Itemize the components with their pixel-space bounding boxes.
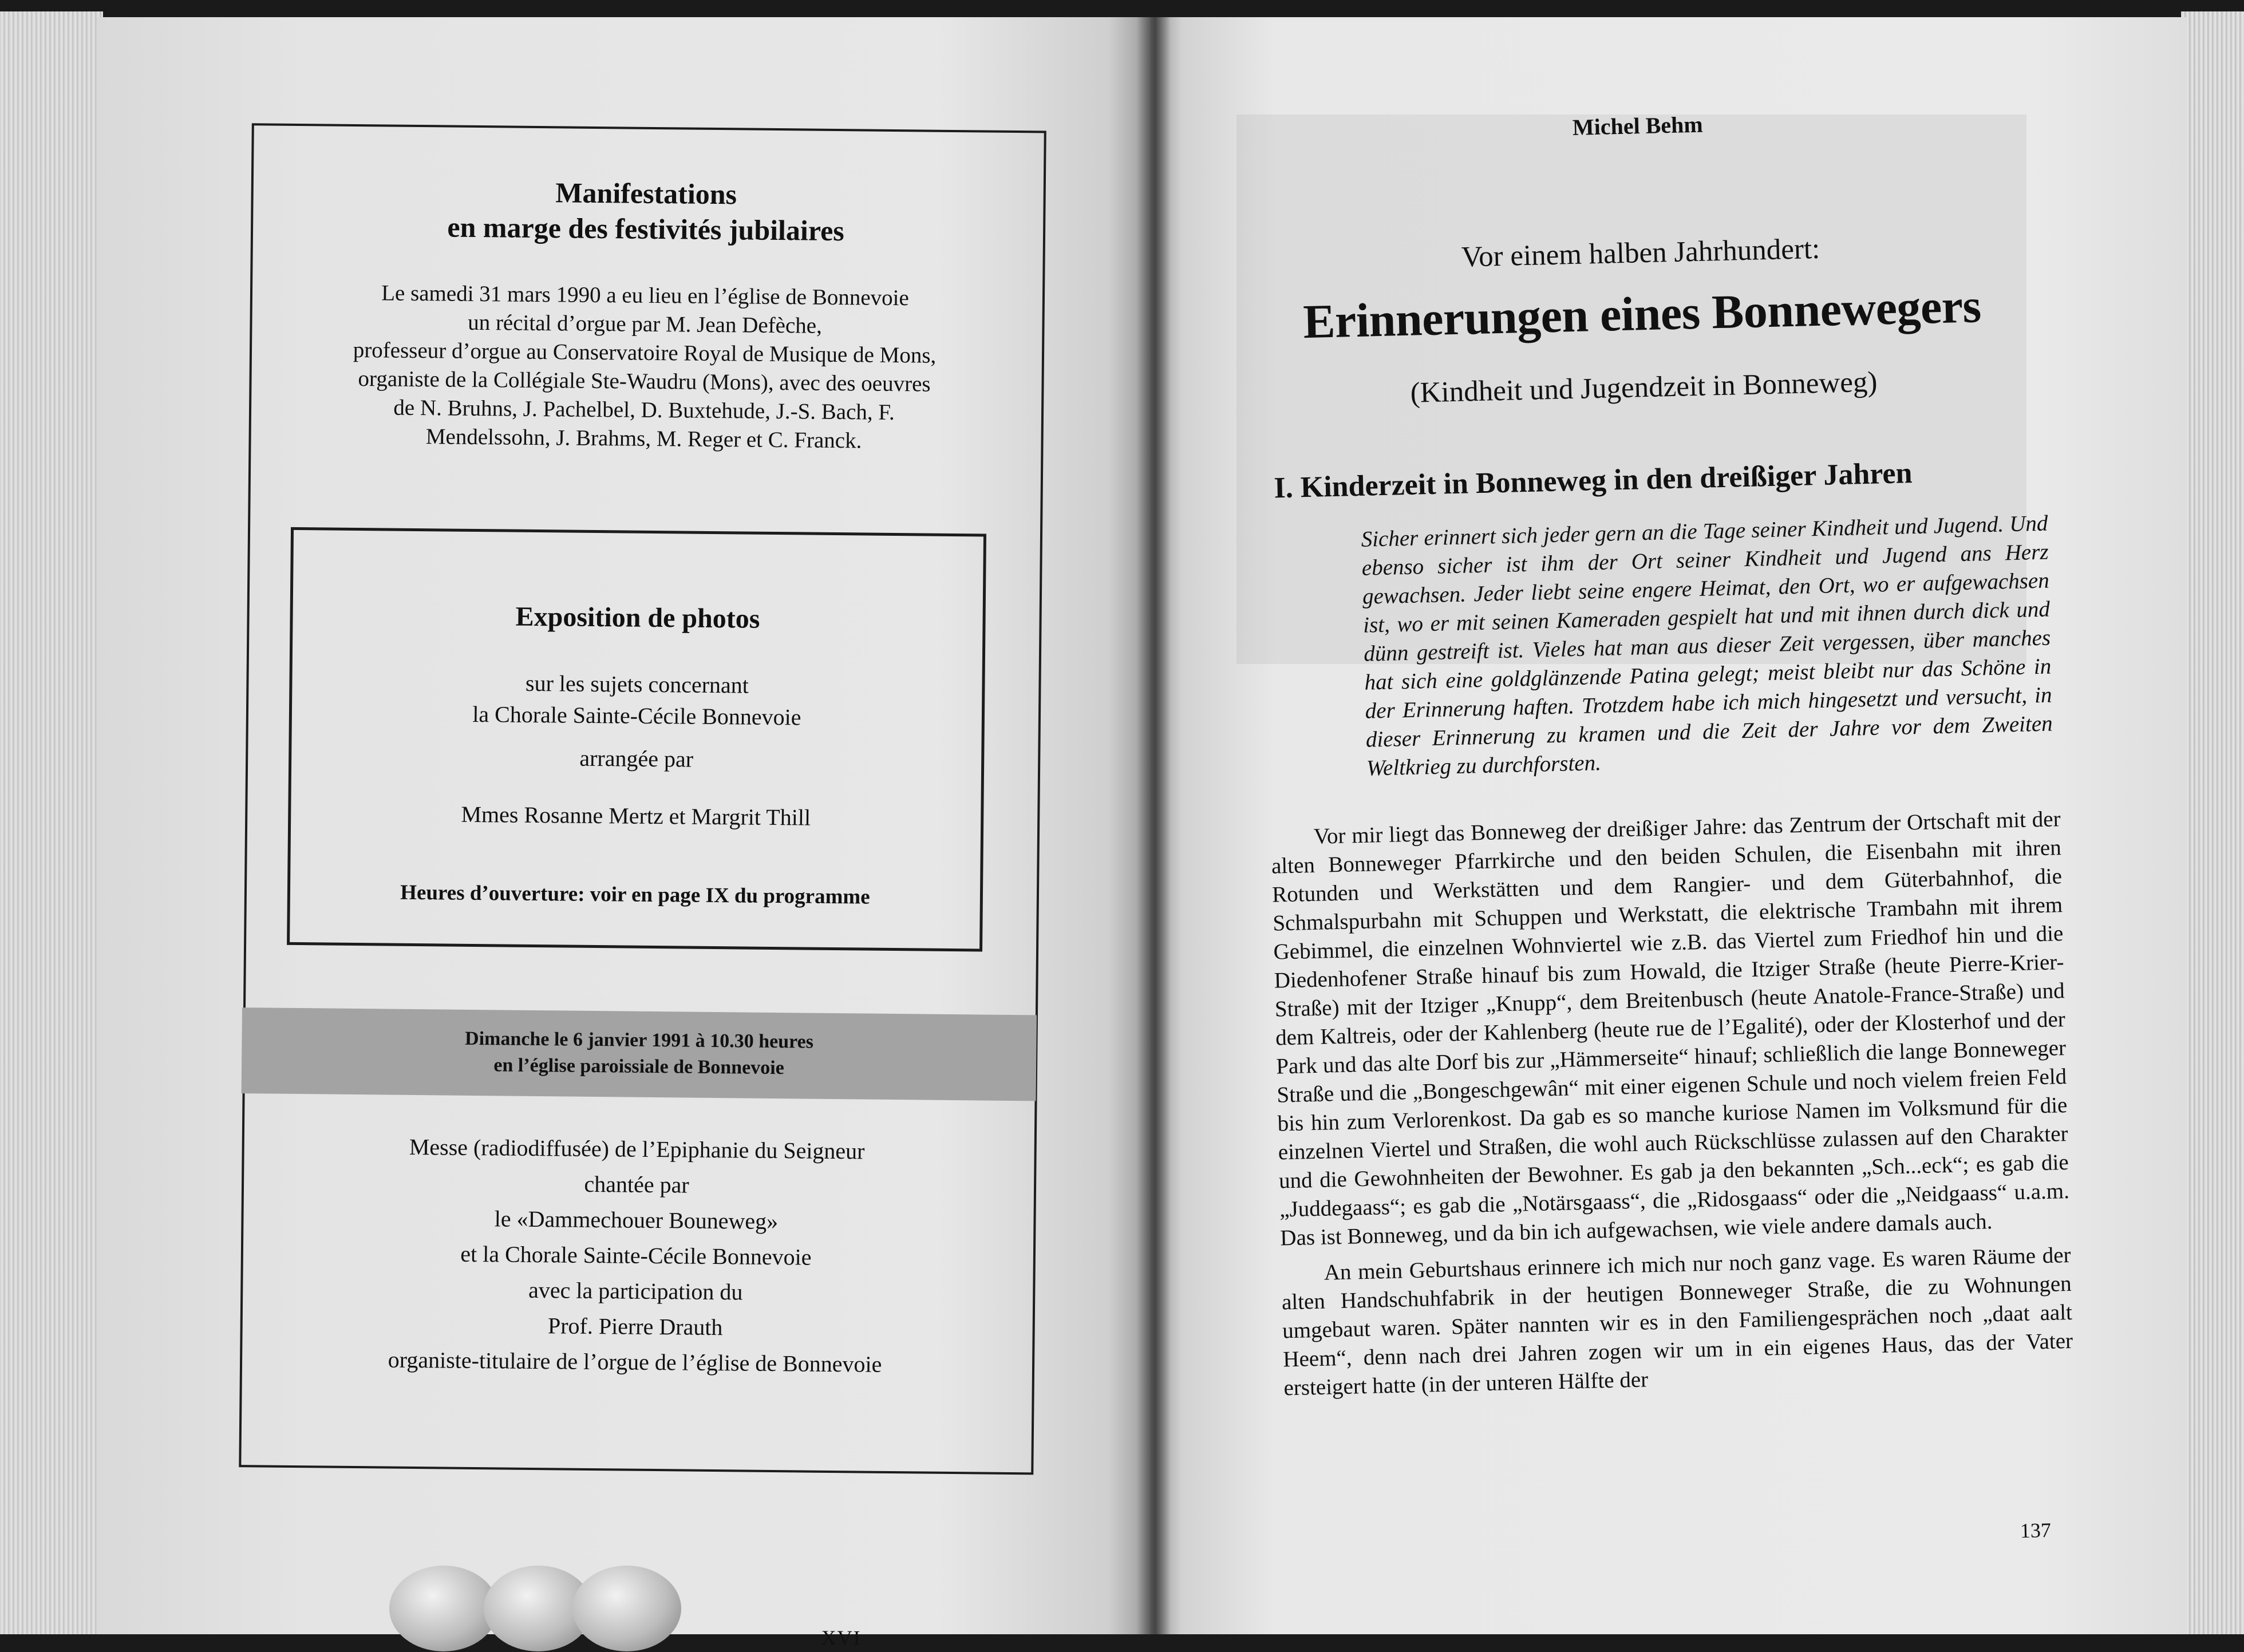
mass-date-text xyxy=(242,1023,1037,1084)
exposition-organizers: Mmes Rosanne Mertz et Margrit Thill xyxy=(461,801,811,831)
mass-announcement-text xyxy=(263,1128,1009,1383)
text-line: Messe (radiodiffusée) de l’Epiphanie du Seigneur xyxy=(409,1133,865,1164)
right-page-content xyxy=(1231,93,2078,1577)
book-gutter xyxy=(1136,17,1171,1634)
exposition-hours: Heures d’ouverture: voir en page IX du programme xyxy=(400,880,870,909)
exposition-box xyxy=(287,527,986,952)
text-line: organiste-titulaire de l’orgue de l’église de Bonnevoie xyxy=(388,1346,882,1377)
text-line: Mendelssohn, J. Brahms, M. Reger et C. Franck. xyxy=(425,424,862,453)
mass-date-band xyxy=(242,1007,1037,1101)
left-page-number: XVI xyxy=(821,1626,862,1650)
intro-paragraph: Sicher erinnert sich jeder gern an die Tage seiner Kindheit und Jugend. Und ebenso sicher ist ihm der Ort seiner Kindheit und Jugend ans Herz gewachsen. Jeder liebt seine engere Heimat, den Ort, wo er aufgewachsen ist, wo er mit seinen Kameraden gespielt hat und mit ihnen durch dick und dünn gestreift ist. Vieles hat man aus dieser Zeit vergessen, über manches hat sich eine goldglänzende Patina gelegt; meist bleibt nur das Schöne in der Erinnerung haften. Trotzdem habe ich mich hingesetzt und versucht, in dieser Erinnerung zu kramen und die Zeit der Jahre vor dem Zweiten Weltkrieg zu durchforsten. xyxy=(1361,511,2053,781)
finger-tip xyxy=(389,1566,498,1651)
text-line: professeur d’orgue au Conservatoire Royal de Musique de Mons, xyxy=(353,337,937,368)
article-pretitle: Vor einem halben Jahrhundert: xyxy=(1461,232,1820,274)
text-line: un récital d’orgue par M. Jean Defèche, xyxy=(467,310,823,338)
article-subtitle: (Kindheit und Jugendzeit in Bonneweg) xyxy=(1410,366,1878,409)
exposition-line: arrangée par xyxy=(579,745,694,772)
exposition-line: la Chorale Sainte-Cécile Bonnevoie xyxy=(472,701,801,730)
exposition-line: sur les sujets concernant xyxy=(525,670,749,698)
manifestations-title-line: en marge des festivités jubilaires xyxy=(447,211,845,247)
section-heading: I. Kinderzeit in Bonneweg in den dreißiger Jahren xyxy=(1273,457,1913,505)
text-line: de N. Bruhns, J. Pachelbel, D. Buxtehude, J.-S. Bach, F. xyxy=(393,395,895,425)
left-page-content xyxy=(227,114,1053,1650)
manifestations-title-line: Manifestations xyxy=(555,176,737,211)
text-line: chantée par xyxy=(584,1171,689,1198)
mass-place-line: en l’église paroissiale de Bonnevoie xyxy=(493,1054,784,1079)
right-page-edges xyxy=(2181,11,2244,1634)
right-page-number: 137 xyxy=(2020,1518,2052,1543)
exposition-title: Exposition de photos xyxy=(515,601,760,634)
finger-tip xyxy=(572,1566,681,1651)
left-page-edges xyxy=(0,11,103,1634)
text-line: organiste de la Collégiale Ste-Waudru (Mons), avec des oeuvres xyxy=(358,366,931,397)
text-line: le «Dammechouer Bouneweg» xyxy=(494,1206,779,1235)
article-title: Erinnerungen eines Bonnewegers xyxy=(1302,279,1982,349)
organ-recital-text xyxy=(271,278,1017,457)
article-body xyxy=(1270,805,2073,1402)
author-name: Michel Behm xyxy=(1572,111,1704,140)
manifestations-title xyxy=(319,172,973,250)
mass-date-line: Dimanche le 6 janvier 1991 à 10.30 heures xyxy=(464,1027,814,1053)
text-line: Prof. Pierre Drauth xyxy=(547,1313,723,1341)
holding-fingers xyxy=(389,1557,675,1634)
body-paragraph: Vor mir liegt das Bonneweg der dreißiger Jahre: das Zentrum der Ortschaft mit der alten Bonneweger Pfarrkirche und den beiden Schulen, die Eisenbahn mit ihren Rotunden und Werkstätten und dem Rangier- und dem Güterbahnhof, die Schmalspurbahn mit Schuppen und Werkstatt, die elektrische Trambahn mit ihrem Gebimmel, die einzelnen Wohnviertel wie z.B. das Viertel zum Friedhof hin und die Diedenhofener Straße hinauf bis zum Howald, die Itziger Straße (heute Pierre-Krier-Straße) mit der Itziger „Knupp“, dem Breitenbusch (heute Anatole-France-Straße) und dem Kaltreis, oder der Kahlenberg (heute rue de l’Egalité), oder der Klosterhof und der Park und das alte Dorf bis zur „Hämmerseite“ hinauf; schließlich die lange Bonneweger Straße und die „Bongeschgewân“ mit einer eigenen Schule und noch vielem freien Feld bis hin zum Verlorenkost. Da gab es so manche kuriose Namen im Volksmund für die einzelnen Viertel und Straßen, die wohl auch Rückschlüsse zulassen auf den Charakter und die Gewohnheiten der Bewohner. Es gab ja den bekannten „Sch...eck“; es gab die „Juddegaass“; es gab die „Notärsgaass“, die „Ridosgaass“ oder die „Neidgaass“ u.a.m. Das ist Bonneweg, und da bin ich aufgewachsen, wie viele andere damals auch. xyxy=(1271,807,2070,1251)
text-line: avec la participation du xyxy=(528,1276,743,1305)
body-paragraph: An mein Geburtshaus erinnere ich mich nur noch ganz vage. Es waren Räume der alten Handschuhfabrik in der heutigen Bonneweger Straße, die zu Wohnungen umgebaut waren. Später nannten wir es in den Familiengesprächen noch „daat aalt Heem“, denn nach drei Jahren zogen wir um in ein eigenes Haus, das der Vater ersteigert hatte (in der unteren Hälfte der xyxy=(1281,1242,2073,1401)
text-line: Le samedi 31 mars 1990 a eu lieu en l’église de Bonnevoie xyxy=(381,280,910,311)
text-line: et la Chorale Sainte-Cécile Bonnevoie xyxy=(460,1240,812,1270)
